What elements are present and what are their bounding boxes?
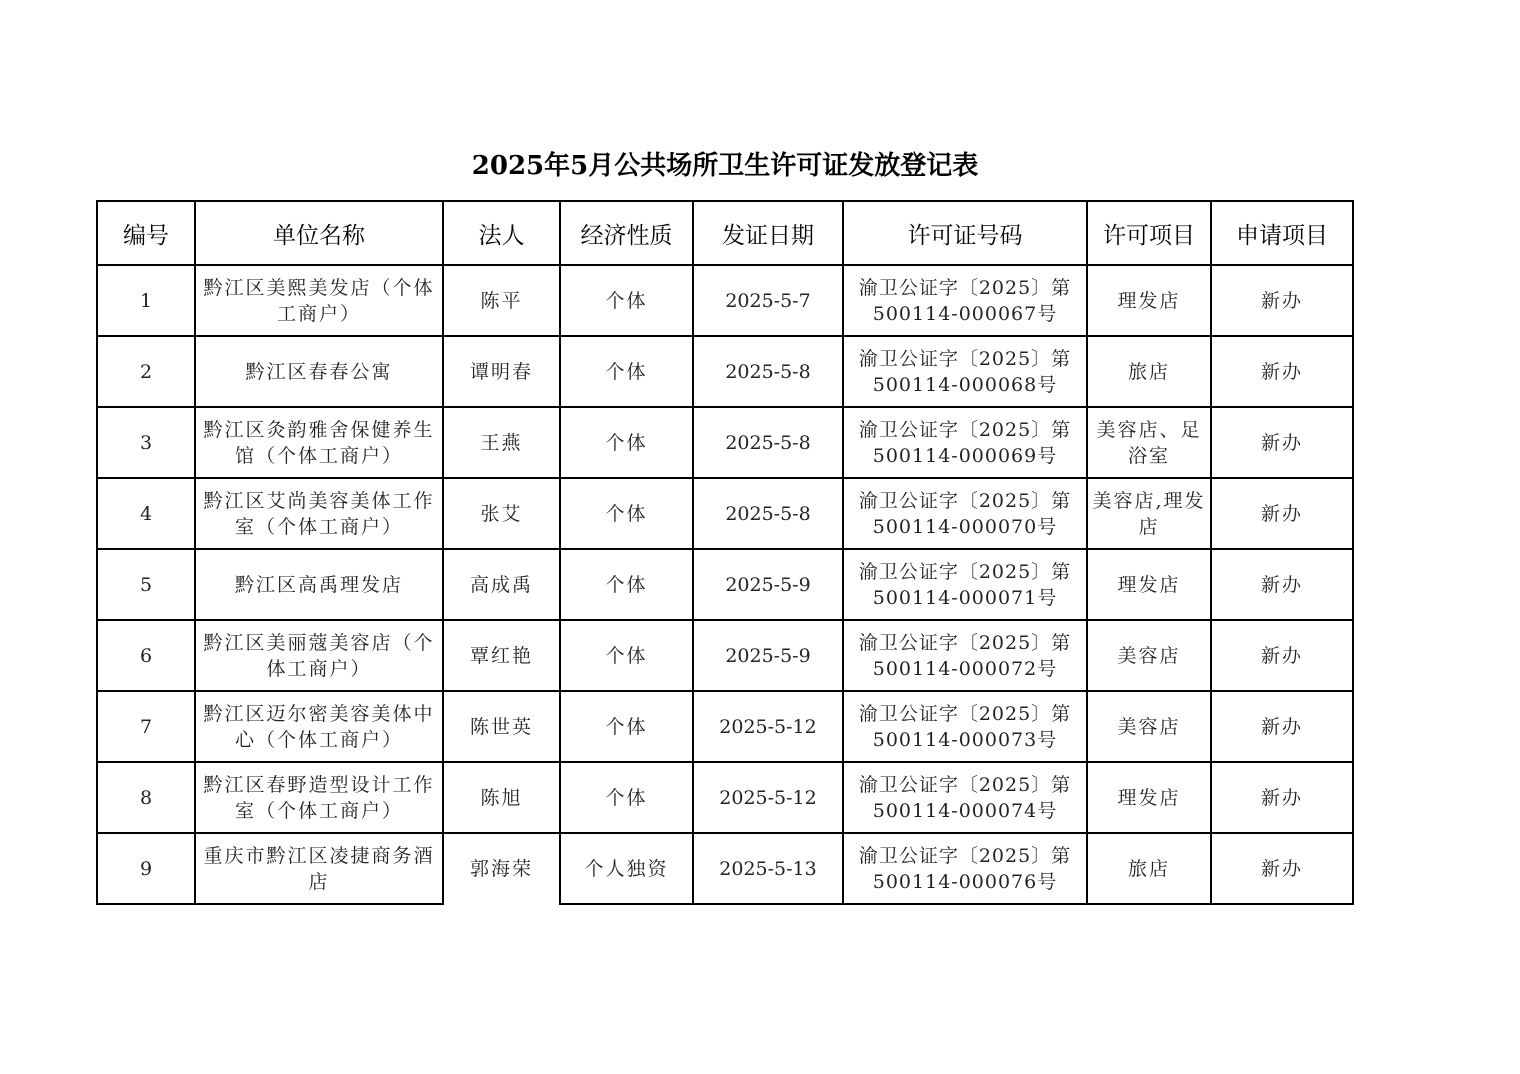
cell-permit-item: 美容店,理发店	[1087, 478, 1211, 549]
license-serial: 500114-000071号	[872, 586, 1058, 609]
cell-number: 2	[97, 336, 195, 407]
column-header-license-number: 许可证号码	[843, 201, 1087, 265]
table-row	[97, 762, 1353, 833]
cell-issue-date: 2025-5-12	[693, 691, 843, 762]
cell-permit-item: 旅店	[1087, 336, 1211, 407]
license-serial: 500114-000073号	[872, 728, 1058, 751]
cell-legal-person: 张艾	[443, 478, 560, 549]
cell-permit-item: 理发店	[1087, 549, 1211, 620]
cell-permit-item: 理发店	[1087, 265, 1211, 336]
cell-permit-item: 理发店	[1087, 762, 1211, 833]
license-serial: 500114-000076号	[872, 870, 1058, 893]
cell-issue-date: 2025-5-8	[693, 478, 843, 549]
cell-legal-person: 郭海荣	[443, 833, 560, 904]
cell-legal-person: 王燕	[443, 407, 560, 478]
cell-application-type: 新办	[1211, 336, 1353, 407]
cell-issue-date: 2025-5-8	[693, 336, 843, 407]
cell-license-number	[843, 691, 1087, 762]
cell-license-number	[843, 265, 1087, 336]
cell-application-type: 新办	[1211, 620, 1353, 691]
cell-issue-date: 2025-5-7	[693, 265, 843, 336]
column-header-unit-name: 单位名称	[195, 201, 443, 265]
cell-permit-item: 美容店	[1087, 620, 1211, 691]
license-prefix: 渝卫公证字〔2025〕第	[858, 844, 1072, 867]
table-row	[97, 478, 1353, 549]
cell-unit-name: 重庆市黔江区凌捷商务酒店	[195, 833, 443, 904]
cell-economic-nature: 个人独资	[560, 833, 693, 904]
cell-license-number	[843, 620, 1087, 691]
cell-economic-nature: 个体	[560, 549, 693, 620]
cell-license-number	[843, 833, 1087, 904]
cell-permit-item: 旅店	[1087, 833, 1211, 904]
column-header-number: 编号	[97, 201, 195, 265]
cell-economic-nature: 个体	[560, 265, 693, 336]
cell-license-number	[843, 336, 1087, 407]
cell-economic-nature: 个体	[560, 336, 693, 407]
cell-number: 9	[97, 833, 195, 904]
cell-issue-date: 2025-5-12	[693, 762, 843, 833]
license-prefix: 渝卫公证字〔2025〕第	[858, 418, 1072, 441]
cell-number: 6	[97, 620, 195, 691]
cell-license-number	[843, 407, 1087, 478]
license-prefix: 渝卫公证字〔2025〕第	[858, 560, 1072, 583]
cell-legal-person: 陈旭	[443, 762, 560, 833]
cell-legal-person: 谭明春	[443, 336, 560, 407]
cell-license-number	[843, 762, 1087, 833]
cell-number: 4	[97, 478, 195, 549]
license-serial: 500114-000074号	[872, 799, 1058, 822]
cell-application-type: 新办	[1211, 478, 1353, 549]
license-prefix: 渝卫公证字〔2025〕第	[858, 702, 1072, 725]
cell-legal-person: 高成禹	[443, 549, 560, 620]
cell-number: 8	[97, 762, 195, 833]
page-title: 2025年5月公共场所卫生许可证发放登记表	[471, 151, 979, 181]
cell-unit-name: 黔江区灸韵雅舍保健养生馆（个体工商户）	[195, 407, 443, 478]
table-row	[97, 549, 1353, 620]
cell-unit-name: 黔江区春春公寓	[195, 336, 443, 407]
cell-unit-name: 黔江区美熙美发店（个体工商户）	[195, 265, 443, 336]
license-prefix: 渝卫公证字〔2025〕第	[858, 773, 1072, 796]
cell-application-type: 新办	[1211, 691, 1353, 762]
license-serial: 500114-000068号	[872, 373, 1058, 396]
cell-application-type: 新办	[1211, 407, 1353, 478]
column-header-legal-person: 法人	[443, 201, 560, 265]
license-serial: 500114-000069号	[872, 444, 1058, 467]
cell-number: 5	[97, 549, 195, 620]
cell-application-type: 新办	[1211, 833, 1353, 904]
cell-legal-person: 陈世英	[443, 691, 560, 762]
cell-number: 7	[97, 691, 195, 762]
cell-unit-name: 黔江区美丽蔻美容店（个体工商户）	[195, 620, 443, 691]
table-row	[97, 407, 1353, 478]
table-row	[97, 620, 1353, 691]
cell-unit-name: 黔江区迈尔密美容美体中心（个体工商户）	[195, 691, 443, 762]
permit-registry-table	[96, 200, 1354, 905]
cell-number: 1	[97, 265, 195, 336]
table-row	[97, 336, 1353, 407]
cell-unit-name: 黔江区高禹理发店	[195, 549, 443, 620]
table-header-row	[97, 201, 1353, 265]
cell-economic-nature: 个体	[560, 691, 693, 762]
cell-license-number	[843, 478, 1087, 549]
license-serial: 500114-000072号	[872, 657, 1058, 680]
cell-issue-date: 2025-5-13	[693, 833, 843, 904]
cell-issue-date: 2025-5-9	[693, 549, 843, 620]
license-prefix: 渝卫公证字〔2025〕第	[858, 489, 1072, 512]
license-prefix: 渝卫公证字〔2025〕第	[858, 631, 1072, 654]
cell-economic-nature: 个体	[560, 478, 693, 549]
cell-economic-nature: 个体	[560, 620, 693, 691]
license-prefix: 渝卫公证字〔2025〕第	[858, 276, 1072, 299]
license-serial: 500114-000067号	[872, 302, 1058, 325]
table-row	[97, 833, 1353, 904]
cell-issue-date: 2025-5-9	[693, 620, 843, 691]
cell-issue-date: 2025-5-8	[693, 407, 843, 478]
cell-legal-person: 覃红艳	[443, 620, 560, 691]
table-row	[97, 691, 1353, 762]
cell-legal-person: 陈平	[443, 265, 560, 336]
cell-unit-name: 黔江区艾尚美容美体工作室（个体工商户）	[195, 478, 443, 549]
column-header-economic-nature: 经济性质	[560, 201, 693, 265]
table-row	[97, 265, 1353, 336]
license-serial: 500114-000070号	[872, 515, 1058, 538]
cell-application-type: 新办	[1211, 265, 1353, 336]
cell-application-type: 新办	[1211, 762, 1353, 833]
cell-economic-nature: 个体	[560, 407, 693, 478]
license-prefix: 渝卫公证字〔2025〕第	[858, 347, 1072, 370]
cell-permit-item: 美容店、足浴室	[1087, 407, 1211, 478]
cell-unit-name: 黔江区春野造型设计工作室（个体工商户）	[195, 762, 443, 833]
column-header-permit-item: 许可项目	[1087, 201, 1211, 265]
cell-number: 3	[97, 407, 195, 478]
column-header-application-type: 申请项目	[1211, 201, 1353, 265]
cell-license-number	[843, 549, 1087, 620]
cell-permit-item: 美容店	[1087, 691, 1211, 762]
cell-application-type: 新办	[1211, 549, 1353, 620]
cell-economic-nature: 个体	[560, 762, 693, 833]
column-header-issue-date: 发证日期	[693, 201, 843, 265]
table-body	[97, 265, 1353, 904]
